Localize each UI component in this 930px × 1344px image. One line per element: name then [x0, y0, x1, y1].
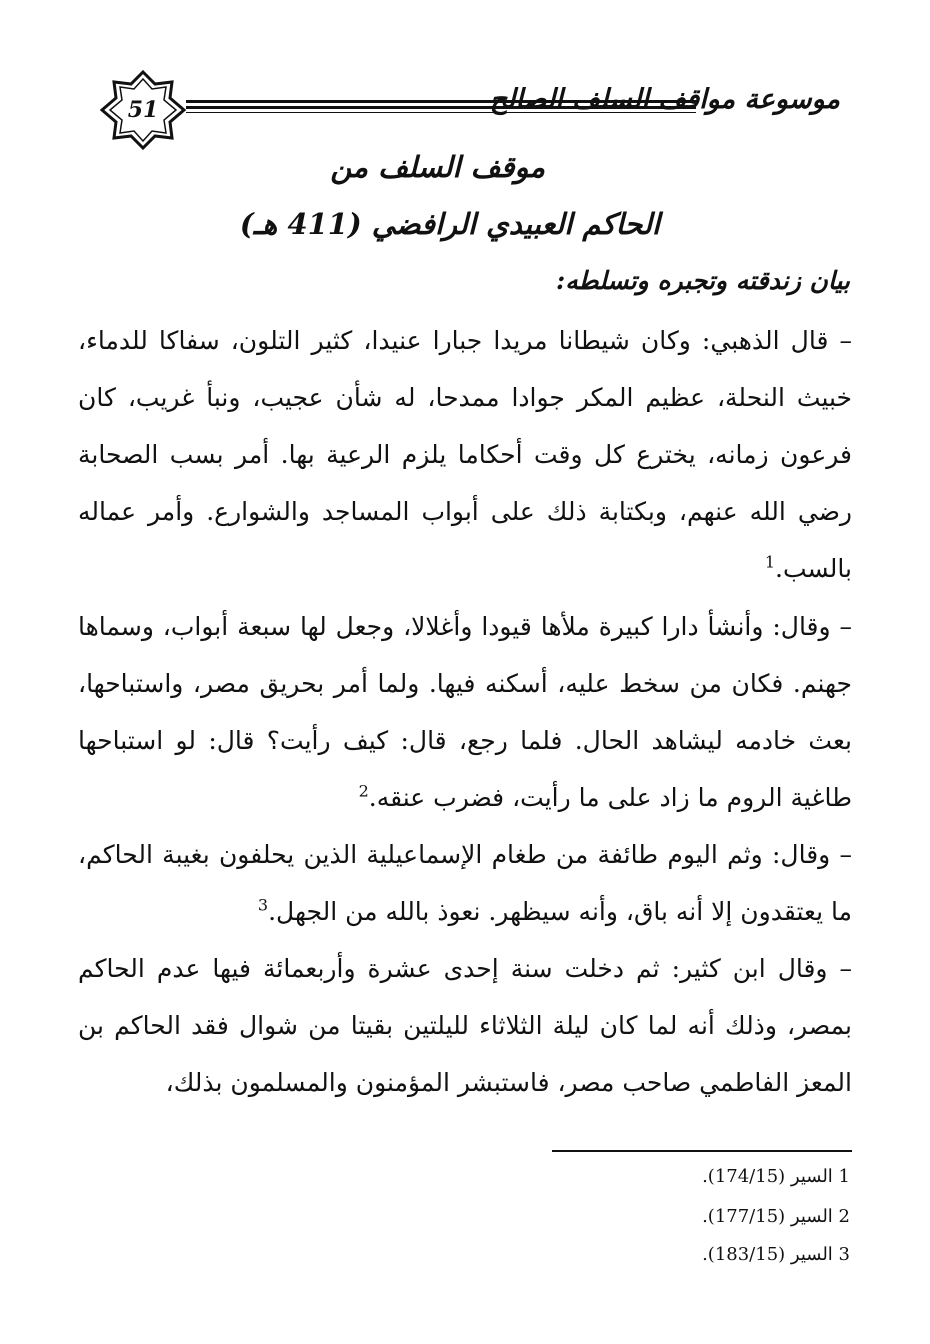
page-header	[100, 70, 840, 150]
footnote-ref: 2	[358, 781, 369, 801]
paragraph	[78, 940, 852, 1111]
footnote-text: السير (177/15).	[702, 1206, 833, 1227]
paragraph-text: – وقال: وثم اليوم طائفة من طغام الإسماعيلية الذين يحلفون بغيبة الحاكم، ما يعتقدون إلا أنه باق، وأنه سيظهر. نعوذ بالله من الجهل.	[78, 840, 852, 926]
footnote	[702, 1206, 850, 1227]
paragraph-text: – وقال: وأنشأ دارا كبيرة ملأها قيودا وأغلالا، وجعل لها سبعة أبواب، وسماها جهنم. فكان من سخط عليه، أسكنه فيها. ولما أمر بحريق مصر، واستباحها، بعث خادمه ليشاهد الحال. فلما رجع، قال: كيف رأيت؟ قال: لو استباحها طاغية الروم ما زاد على ما رأيت، فضرب عنقه.	[78, 612, 852, 812]
footnote-ref: 3	[257, 895, 269, 915]
footnote-number: 3	[838, 1244, 850, 1265]
book-title: موسوعة مواقف السلف الصالح	[489, 84, 840, 115]
footnote	[702, 1244, 850, 1265]
page-number-badge	[100, 70, 186, 150]
paragraph	[78, 598, 852, 826]
paragraph-text: – قال الذهبي: وكان شيطانا مريدا جبارا عنيدا، كثير التلون، سفاكا للدماء، خبيث النحلة، عظيم المكر جوادا ممدحا، له شأن عجيب، ونبأ غريب، كان فرعون زمانه، يخترع كل وقت أحكاما يلزم الرعية بها. أمر بسب الصحابة رضي الله عنهم، وبكتابة ذلك على أبواب المساجد والشوارع. وأمر عماله بالسب.	[78, 326, 852, 583]
footnote-text: السير (183/15).	[702, 1244, 833, 1265]
chapter-title-line2: الحاكم العبيدي الرافضي (411 هـ)	[239, 207, 660, 241]
footnote	[702, 1166, 850, 1187]
footnote-separator	[552, 1150, 852, 1152]
paragraph-text: – وقال ابن كثير: ثم دخلت سنة إحدى عشرة وأربعمائة فيها عدم الحاكم بمصر، وذلك أنه لما كان ليلة الثلاثاء لليلتين بقيتا من شوال فقد الحاكم بن المعز الفاطمي صاحب مصر، فاستبشر المؤمنون والمسلمون بذلك،	[78, 954, 852, 1097]
paragraph	[78, 826, 852, 940]
chapter-title-line1: موقف السلف من	[330, 150, 545, 184]
section-title: بيان زندقته وتجبره وتسلطه:	[556, 266, 850, 295]
footnote-number: 2	[838, 1206, 850, 1227]
footnote-text: السير (174/15).	[702, 1166, 833, 1187]
paragraph	[78, 312, 852, 597]
page-number: 51	[127, 97, 159, 123]
footnote-number: 1	[838, 1166, 850, 1187]
footnote-ref: 1	[764, 552, 775, 572]
